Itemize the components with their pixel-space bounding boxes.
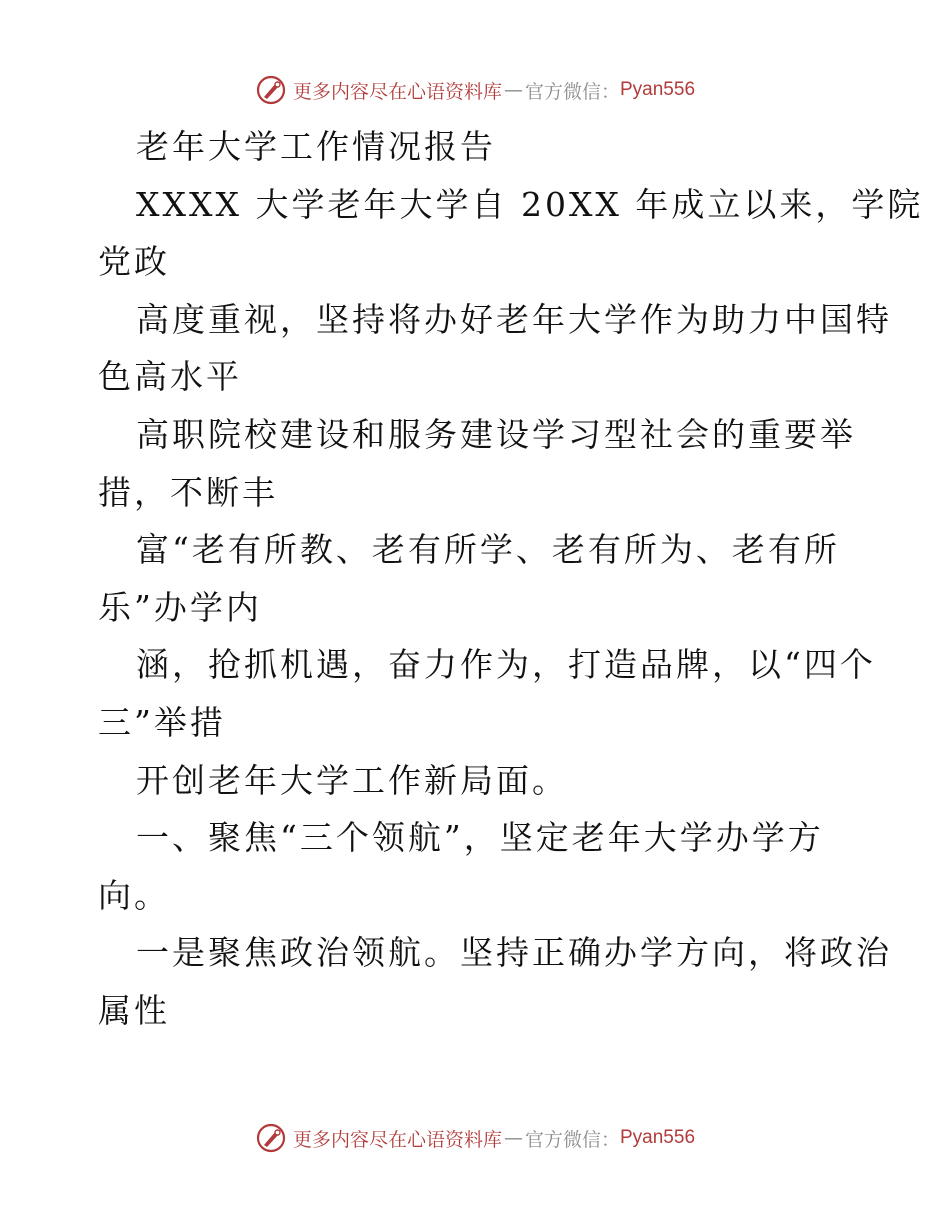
document-line: 属性 [98, 990, 170, 1030]
document-line: 乐”办学内 [98, 587, 262, 627]
document-line: 三”举措 [98, 702, 226, 742]
banner-wechat-handle: Pyan556 [620, 1127, 696, 1148]
document-line: 党政 [98, 242, 170, 282]
banner-brand-text: 更多内容尽在心语资料库 [292, 1128, 502, 1151]
document-line: 开创老年大学工作新局面。 [136, 760, 568, 800]
document-line: XXXX 大学老年大学自 20XX 年成立以来，学院 [136, 184, 924, 224]
footer-watermark [0, 1118, 950, 1158]
document-line: 一是聚焦政治领航。坚持正确办学方向，将政治 [136, 933, 892, 973]
document-line: 向。 [98, 875, 170, 915]
banner-wechat-handle: Pyan556 [620, 79, 696, 100]
quill-logo-icon [255, 74, 287, 106]
banner-brand-text: 更多内容尽在心语资料库 [292, 80, 502, 103]
document-line: 高职院校建设和服务建设学习型社会的重要举 [136, 414, 856, 454]
header-watermark [0, 70, 950, 110]
document-line: 一、聚焦“三个领航”，坚定老年大学办学方 [136, 818, 824, 858]
document-line: 富“老有所教、老有所学、老有所为、老有所 [136, 530, 840, 570]
banner-separator: — [503, 79, 523, 101]
document-line: 措，不断丰 [98, 472, 278, 512]
banner-wechat-label: 官方微信： [524, 80, 620, 103]
banner-separator: — [503, 1127, 523, 1149]
quill-logo-icon [255, 1122, 287, 1154]
document-line: 老年大学工作情况报告 [136, 127, 496, 166]
document-line: 色高水平 [98, 357, 242, 397]
document-body [98, 118, 924, 1040]
document-line: 涵，抢抓机遇，奋力作为，打造品牌，以“四个 [136, 645, 876, 685]
banner-wechat-label: 官方微信： [524, 1128, 620, 1151]
document-line: 高度重视，坚持将办好老年大学作为助力中国特 [136, 299, 892, 339]
